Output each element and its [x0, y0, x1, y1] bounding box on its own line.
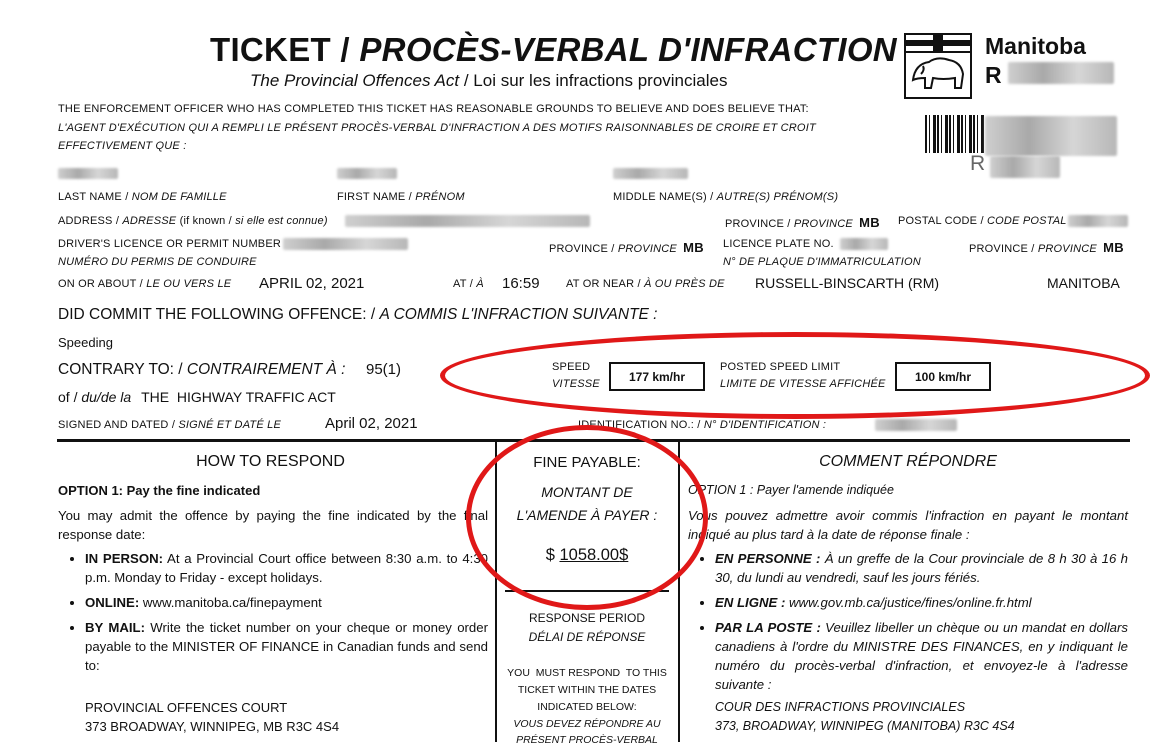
in-person-item-fr	[715, 549, 1128, 587]
posted-limit-label-en: POSTED SPEED LIMIT	[720, 361, 841, 373]
signed-label-fr: SIGNÉ ET DATÉ LE	[178, 419, 281, 431]
redacted-last-name	[58, 168, 118, 179]
postal-code-label-en: POSTAL CODE /	[898, 215, 984, 227]
redacted-identification	[875, 419, 957, 431]
manitoba-coat-of-arms-icon	[903, 32, 973, 100]
plate-province-label-en: PROVINCE /	[969, 243, 1035, 255]
payment-methods-fr	[688, 549, 1128, 700]
payment-methods-en	[58, 549, 488, 681]
signed-date: April 02, 2021	[325, 415, 418, 432]
act-line	[58, 389, 336, 405]
on-or-about-label	[58, 278, 231, 290]
province-label-fr: PROVINCE	[793, 218, 853, 230]
offence-time: 16:59	[502, 275, 540, 292]
redacted-first-name	[337, 168, 397, 179]
redacted-barcode-number	[990, 156, 1060, 178]
in-person-label-fr: EN PERSONNE :	[715, 551, 821, 566]
option1-intro-en: You may admit the offence by paying the fine indicated by the final response date:	[58, 508, 488, 542]
in-person-item-en	[85, 549, 488, 587]
response-period-heading-fr: DÉLAI DE RÉPONSE	[528, 630, 646, 644]
online-url-fr[interactable]: www.gov.mb.ca/justice/fines/online.fr.html	[789, 595, 1032, 610]
offence-heading-fr: A COMMIS L'INFRACTION SUIVANTE :	[379, 306, 658, 323]
address-note-en: (if known /	[179, 215, 232, 227]
response-period-heading: RESPONSE PERIOD	[528, 611, 646, 625]
offence-date: APRIL 02, 2021	[259, 275, 365, 292]
plate-label-en: LICENCE PLATE NO.	[723, 238, 834, 250]
online-item-fr	[715, 593, 1128, 612]
title-en: TICKET /	[210, 31, 350, 68]
signed-label-en: SIGNED AND DATED /	[58, 419, 176, 431]
subtitle-act-fr: / Loi sur les infractions provinciales	[463, 71, 728, 90]
middle-name-label-fr: AUTRE(S) PRÉNOM(S)	[716, 191, 839, 203]
must-respond-fr-line1: VOUS DEVEZ RÉPONDRE AU	[513, 718, 661, 730]
ticket-subtitle	[250, 71, 727, 91]
posted-limit-label-fr: LIMITE DE VITESSE AFFICHÉE	[720, 378, 886, 390]
online-label-fr: EN LIGNE :	[715, 595, 786, 610]
recorded-speed-box: 177 km/hr	[609, 362, 705, 391]
at-label-en: AT /	[453, 278, 473, 290]
option1-heading-en: OPTION 1: Pay the fine indicated	[58, 483, 261, 498]
barcode-prefix: R	[970, 152, 986, 175]
mail-text-fr: Veuillez libeller un chèque ou un mandat en dollars canadiens à l'ordre du MINISTRE DES FINANCES, en y indiquant le numéro du procès-verbal d'infraction, et envoyez-le à l'adresse suivante :	[715, 620, 1128, 692]
option1-intro-fr: Vous pouvez admettre avoir commis l'infraction en payant le montant indiqué au plus tard à la date de réponse finale :	[688, 508, 1128, 542]
act-name: THE HIGHWAY TRAFFIC ACT	[141, 389, 336, 405]
plate-province-value: MB	[1103, 240, 1124, 255]
title-fr: PROCÈS-VERBAL D'INFRACTION	[359, 31, 897, 68]
subtitle-act-en: The Provincial Offences Act	[250, 71, 460, 90]
speed-highlight-ellipse	[440, 332, 1150, 419]
intro-fr-line1: L'AGENT D'EXÉCUTION QUI A REMPLI LE PRÉSENT PROCÈS-VERBAL D'INFRACTION A DES MOTIFS RAISONNABLES DE CROIRE ET CROIT	[58, 122, 816, 134]
redacted-plate-number	[840, 238, 888, 250]
redacted-postal-code	[1068, 215, 1128, 227]
of-label-fr: du/de la	[81, 389, 132, 405]
posted-limit-box: 100 km/hr	[895, 362, 991, 391]
ticket-title	[210, 31, 897, 69]
ticket-code-prefix: R	[985, 62, 1002, 88]
barcode-icon	[925, 115, 985, 153]
section-divider	[57, 439, 1130, 442]
middle-name-label	[613, 191, 838, 203]
intro-en: THE ENFORCEMENT OFFICER WHO HAS COMPLETED THIS TICKET HAS REASONABLE GROUNDS TO BELIEVE AND DOES BELIEVE THAT:	[58, 103, 809, 115]
column-divider-right	[678, 442, 680, 742]
plate-label-fr: N° DE PLAQUE D'IMMATRICULATION	[723, 256, 921, 268]
contrary-to-label	[58, 361, 345, 379]
redacted-address	[345, 215, 590, 227]
in-person-text-fr: À un greffe de la Cour provinciale de 8 h 30 à 16 h 30, du lundi au vendredi, sauf les jours fériés.	[715, 551, 1128, 585]
in-person-label-en: IN PERSON:	[85, 551, 164, 566]
first-name-label-en: FIRST NAME /	[337, 191, 412, 203]
licence-province-label-en: PROVINCE /	[549, 243, 615, 255]
fine-amount	[497, 546, 677, 565]
address-label-fr: ADRESSE	[122, 215, 177, 227]
address-province-value: MB	[859, 215, 880, 230]
plate-province-label-fr: PROVINCE	[1037, 243, 1097, 255]
must-respond-line1: YOU MUST RESPOND TO THIS	[507, 667, 667, 679]
redacted-licence-number	[283, 238, 408, 250]
at-or-near-label	[566, 278, 725, 290]
address-label	[58, 215, 328, 227]
mail-item-fr	[715, 618, 1128, 694]
province-label-en: PROVINCE /	[725, 218, 791, 230]
postal-code-label	[898, 215, 1067, 227]
fine-payable-heading: FINE PAYABLE:	[533, 454, 641, 471]
must-respond-fr-line2: PRÉSENT PROCÈS-VERBAL	[516, 734, 658, 746]
mail-label-en: BY MAIL:	[85, 620, 145, 635]
court-address-line1-en: PROVINCIAL OFFENCES COURT	[85, 700, 288, 715]
section-number: 95(1)	[366, 361, 402, 378]
identification-label-fr: N° D'IDENTIFICATION :	[703, 419, 827, 431]
fine-currency: $	[545, 546, 555, 564]
intro-fr-line2: EFFECTIVEMENT QUE :	[58, 140, 187, 152]
redacted-barcode	[985, 116, 1117, 156]
at-or-near-label-fr: À OU PRÈS DE	[644, 278, 725, 290]
option1-heading-fr: OPTION 1 : Payer l'amende indiquée	[688, 483, 894, 497]
fine-heading-fr-line1: MONTANT DE	[541, 484, 633, 500]
court-address-line2-en: 373 BROADWAY, WINNIPEG, MB R3C 4S4	[85, 719, 340, 734]
plate-province	[969, 240, 1124, 255]
offence-heading	[58, 306, 658, 324]
identification-label	[578, 419, 826, 431]
address-label-en: ADDRESS /	[58, 215, 120, 227]
licence-label-fr: NUMÉRO DU PERMIS DE CONDUIRE	[58, 256, 257, 268]
of-label-en: of /	[58, 389, 78, 405]
online-url-en[interactable]: www.manitoba.ca/finepayment	[142, 595, 322, 610]
jurisdiction-name: Manitoba	[985, 33, 1086, 59]
court-address-line2-fr: 373, BROADWAY, WINNIPEG (MANITOBA) R3C 4S4	[715, 719, 1015, 733]
redacted-middle-name	[613, 168, 688, 179]
how-to-respond-heading: HOW TO RESPOND	[196, 453, 345, 470]
must-respond-line2: TICKET WITHIN THE DATES	[517, 684, 657, 696]
speed-label-en: SPEED	[552, 361, 591, 373]
contrary-to-label-fr: CONTRAIREMENT À :	[186, 361, 346, 378]
fine-column-divider	[505, 590, 669, 592]
comment-repondre-heading: COMMENT RÉPONDRE	[819, 453, 997, 470]
mail-label-fr: PAR LA POSTE :	[715, 620, 821, 635]
licence-label-en: DRIVER'S LICENCE OR PERMIT NUMBER	[58, 238, 282, 250]
at-label-fr: À	[476, 278, 484, 290]
must-respond-line3: INDICATED BELOW:	[537, 701, 637, 713]
online-item-en	[85, 593, 488, 612]
contrary-to-label-en: CONTRARY TO: /	[58, 361, 183, 378]
court-address-line1-fr: COUR DES INFRACTIONS PROVINCIALES	[715, 700, 966, 714]
offence-description: Speeding	[58, 335, 113, 350]
offence-region: MANITOBA	[1047, 275, 1120, 291]
offence-location: RUSSELL-BINSCARTH (RM)	[755, 275, 940, 291]
signed-label	[58, 419, 281, 431]
mail-text-en: Write the ticket number on your cheque or money order payable to the MINISTER OF FINANCE in Canadian funds and send to:	[85, 620, 488, 673]
mail-item-en	[85, 618, 488, 675]
on-or-about-label-fr: LE OU VERS LE	[146, 278, 232, 290]
identification-label-en: IDENTIFICATION NO.: /	[578, 419, 701, 431]
licence-province	[549, 240, 704, 255]
middle-name-label-en: MIDDLE NAME(S) /	[613, 191, 714, 203]
address-note-fr: si elle est connue)	[235, 215, 328, 227]
redacted-ticket-code	[1008, 62, 1114, 84]
address-province	[725, 215, 880, 230]
fine-amount-value: 1058.00	[559, 546, 620, 564]
licence-province-label-fr: PROVINCE	[617, 243, 677, 255]
licence-province-value: MB	[683, 240, 704, 255]
last-name-label	[58, 191, 227, 203]
first-name-label-fr: PRÉNOM	[415, 191, 465, 203]
postal-code-label-fr: CODE POSTAL	[987, 215, 1067, 227]
last-name-label-en: LAST NAME /	[58, 191, 129, 203]
last-name-label-fr: NOM DE FAMILLE	[131, 191, 227, 203]
speed-label-fr: VITESSE	[552, 378, 600, 390]
on-or-about-label-en: ON OR ABOUT /	[58, 278, 143, 290]
offence-heading-en: DID COMMIT THE FOLLOWING OFFENCE: /	[58, 306, 376, 323]
first-name-label	[337, 191, 465, 203]
fine-currency-suffix: $	[619, 546, 629, 564]
at-label	[453, 278, 484, 290]
in-person-text-en: At a Provincial Court office between 8:30 a.m. to 4:30 p.m. Monday to Friday - except holidays.	[85, 551, 488, 585]
fine-heading-fr-line2: L'AMENDE À PAYER :	[516, 507, 658, 523]
online-label-en: ONLINE:	[85, 595, 140, 610]
at-or-near-label-en: AT OR NEAR /	[566, 278, 641, 290]
